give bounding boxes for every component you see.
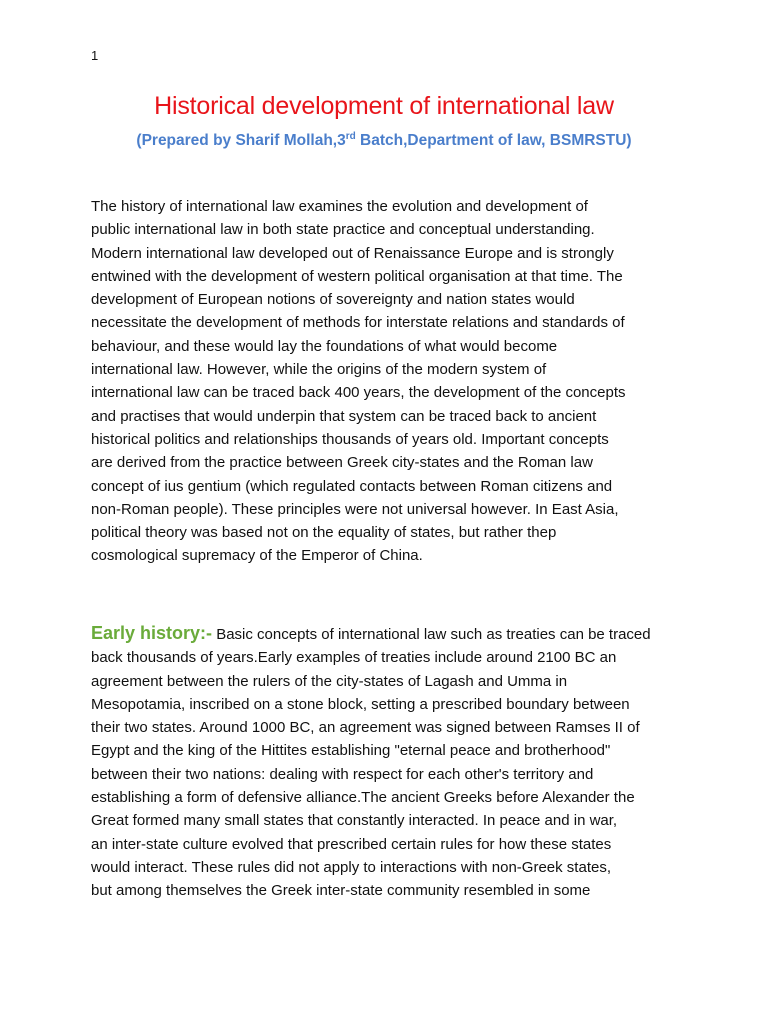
paragraph-line: Modern international law developed out of Renaissance Europe and is strongly	[91, 244, 614, 262]
intro-paragraph	[91, 195, 626, 568]
paragraph-line: international law can be traced back 400 years, the development of the concepts	[91, 384, 626, 402]
paragraph-line: would interact. These rules did not apply to interactions with non-Greek states,	[91, 858, 611, 876]
paragraph-line: non-Roman people). These principles were not universal however. In East Asia,	[91, 500, 619, 518]
page-number: 1	[91, 48, 99, 63]
document-title: Historical development of international law	[154, 92, 614, 120]
subtitle-superscript: rd	[345, 130, 356, 142]
paragraph-line: and practises that would underpin that system can be traced back to ancient	[91, 407, 597, 425]
paragraph-line: are derived from the practice between Greek city-states and the Roman law	[91, 454, 593, 472]
paragraph-line: Mesopotamia, inscribed on a stone block, setting a prescribed boundary between	[91, 695, 630, 713]
paragraph-line-text: Basic concepts of international law such as treaties can be traced	[212, 626, 651, 643]
paragraph-line: back thousands of years.Early examples of treaties include around 2100 BC an	[91, 649, 617, 667]
paragraph-line: development of European notions of sovereignty and nation states would	[91, 291, 575, 309]
paragraph-line: concept of ius gentium (which regulated contacts between Roman citizens and	[91, 477, 613, 495]
paragraph-line: historical politics and relationships thousands of years old. Important concepts	[91, 430, 609, 448]
section-heading: Early history:-	[91, 623, 213, 643]
paragraph-line: cosmological supremacy of the Emperor of China.	[91, 547, 423, 565]
paragraph-line: Great formed many small states that constantly interacted. In peace and in war,	[91, 812, 618, 830]
paragraph-line: public international law in both state practice and conceptual understanding.	[91, 221, 595, 239]
document-subtitle	[0, 132, 768, 150]
paragraph-line: necessitate the development of methods for interstate relations and standards of	[91, 314, 625, 332]
paragraph-line: international law. However, while the origins of the modern system of	[91, 361, 547, 379]
subtitle-text: (Prepared by Sharif Mollah,3	[136, 132, 346, 149]
paragraph-line: political theory was based not on the equality of states, but rather thep	[91, 524, 557, 542]
paragraph-line: Egypt and the king of the Hittites establishing "eternal peace and brotherhood"	[91, 742, 611, 760]
paragraph-line: their two states. Around 1000 BC, an agreement was signed between Ramses II of	[91, 719, 640, 737]
paragraph-line: establishing a form of defensive alliance.The ancient Greeks before Alexander the	[91, 789, 635, 807]
paragraph-line: entwined with the development of western political organisation at that time. The	[91, 267, 623, 285]
early-history-section	[91, 622, 651, 903]
paragraph-line: agreement between the rulers of the city-states of Lagash and Umma in	[91, 672, 568, 690]
subtitle-text-rest: Batch,Department of law, BSMRSTU)	[355, 132, 632, 149]
paragraph-line: an inter-state culture evolved that prescribed certain rules for how these states	[91, 835, 612, 853]
paragraph-line: behaviour, and these would lay the foundations of what would become	[91, 337, 558, 355]
paragraph-line: The history of international law examines the evolution and development of	[91, 198, 588, 215]
early-history-first-line	[91, 622, 651, 646]
paragraph-line: between their two nations: dealing with respect for each other's territory and	[91, 765, 594, 783]
paragraph-line: but among themselves the Greek inter-state community resembled in some	[91, 882, 591, 900]
